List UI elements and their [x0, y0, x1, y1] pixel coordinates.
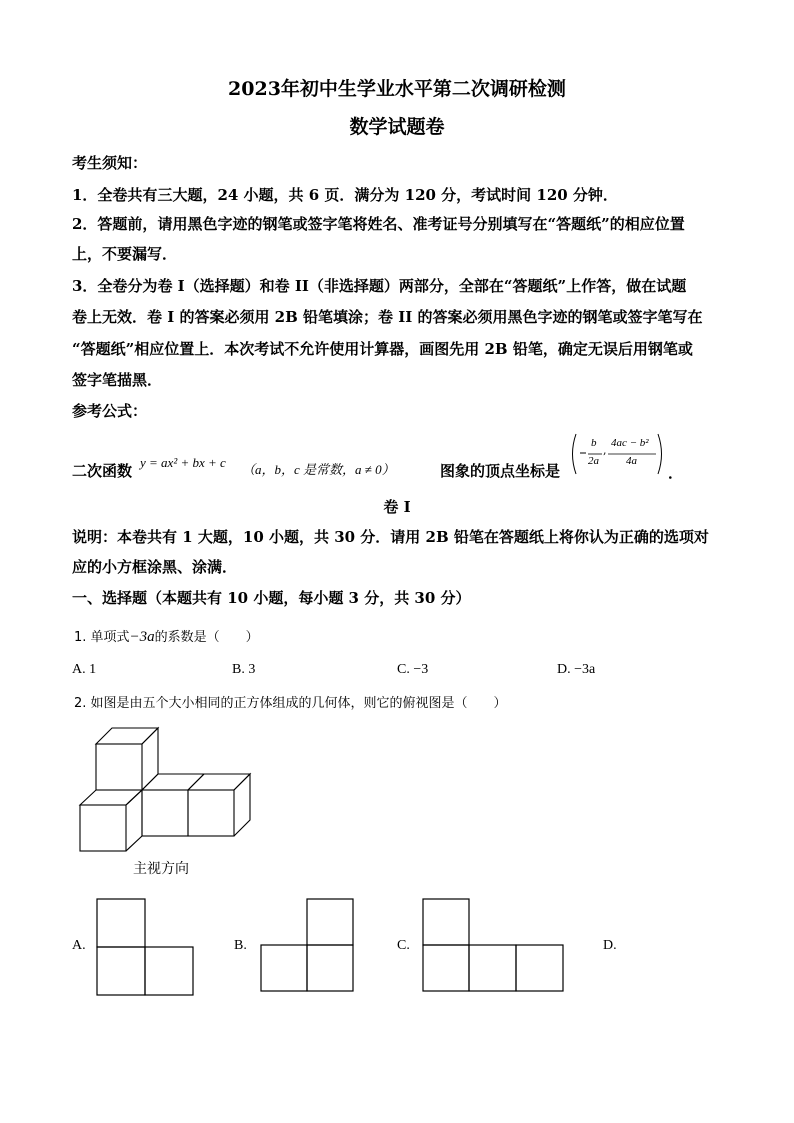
formula-heading: 参考公式： — [72, 402, 148, 420]
part1-description: 应的小方框涂黑、涂满． — [72, 558, 238, 576]
notice-line: 上，不要漏写． — [72, 245, 178, 263]
q1-monomial: −3a — [129, 629, 155, 645]
formula-expression: y = ax² + bx + c — [140, 455, 226, 470]
notice-line: 2．答题前，请用黑色字迹的钢笔或签字笔将姓名、准考证号分别填写在“答题纸”的相应位置 — [72, 215, 685, 233]
vertex-formula — [568, 432, 668, 476]
notice-line: 1．全卷共有三大题，24 小题，共 6 页．满分为 120 分，考试时间 120 分钟． — [72, 186, 618, 204]
q2-option-b-label[interactable]: B. — [234, 938, 247, 953]
notice-line: “答题纸”相应位置上．本次考试不允许使用计算器，画图先用 2B 铅笔，确定无误后用钢笔或 — [72, 340, 693, 358]
formula-condition: （a，b，c 是常数，a ≠ 0） — [242, 462, 395, 477]
cube-figure — [78, 725, 258, 850]
vertex-y-denominator: 4a — [626, 455, 637, 467]
q1-stem-suffix: 的系数是（ ） — [154, 630, 259, 645]
notice-line: 卷上无效．卷 I 的答案必须用 2B 铅笔填涂；卷 II 的答案必须用黑色字迹的钢笔或签字笔写在 — [72, 308, 703, 326]
q1-stem-prefix: 1. 单项式 — [74, 630, 130, 645]
formula-prefix: 二次函数 — [72, 462, 133, 480]
section-heading: 一、选择题（本题共有 10 小题，每小题 3 分，共 30 分） — [72, 589, 471, 607]
question-2-stem: 2. 如图是由五个大小相同的正方体组成的几何体，则它的俯视图是（ ） — [74, 696, 507, 711]
q2-option-c-figure[interactable] — [422, 898, 564, 992]
q1-option-d[interactable]: D. −3a — [557, 662, 596, 677]
exam-subtitle: 数学试题卷 — [349, 116, 445, 138]
q2-option-a-figure[interactable] — [96, 898, 194, 996]
formula-end: ． — [668, 464, 684, 482]
notice-heading: 考生须知： — [72, 154, 148, 172]
q2-option-a-label[interactable]: A. — [72, 938, 86, 953]
vertex-y-numerator: 4ac − b² — [611, 437, 649, 449]
vertex-x-denominator: 2a — [588, 455, 599, 467]
figure-caption: 主视方向 — [133, 861, 189, 877]
q2-option-c-label[interactable]: C. — [397, 938, 410, 953]
notice-line: 3．全卷分为卷 I（选择题）和卷 II（非选择题）两部分，全部在“答题纸”上作答，做在试题 — [72, 277, 687, 295]
part1-description: 说明：本卷共有 1 大题，10 小题，共 30 分．请用 2B 铅笔在答题纸上将你认为正确的选项对 — [72, 528, 709, 546]
question-1-stem — [74, 626, 259, 646]
q2-option-d-label[interactable]: D. — [603, 938, 617, 953]
exam-title: 2023年初中生学业水平第二次调研检测 — [228, 78, 566, 100]
q2-option-b-figure[interactable] — [260, 898, 354, 992]
vertex-comma: , — [603, 444, 607, 457]
q1-option-a[interactable]: A. 1 — [72, 662, 97, 677]
notice-line: 签字笔描黑． — [72, 371, 163, 389]
formula-vertex-text: 图象的顶点坐标是 — [440, 462, 561, 480]
q1-option-c[interactable]: C. −3 — [397, 662, 429, 677]
part1-label: 卷 I — [383, 498, 411, 516]
q1-option-b[interactable]: B. 3 — [232, 662, 256, 677]
vertex-x-numerator: b — [591, 437, 597, 449]
